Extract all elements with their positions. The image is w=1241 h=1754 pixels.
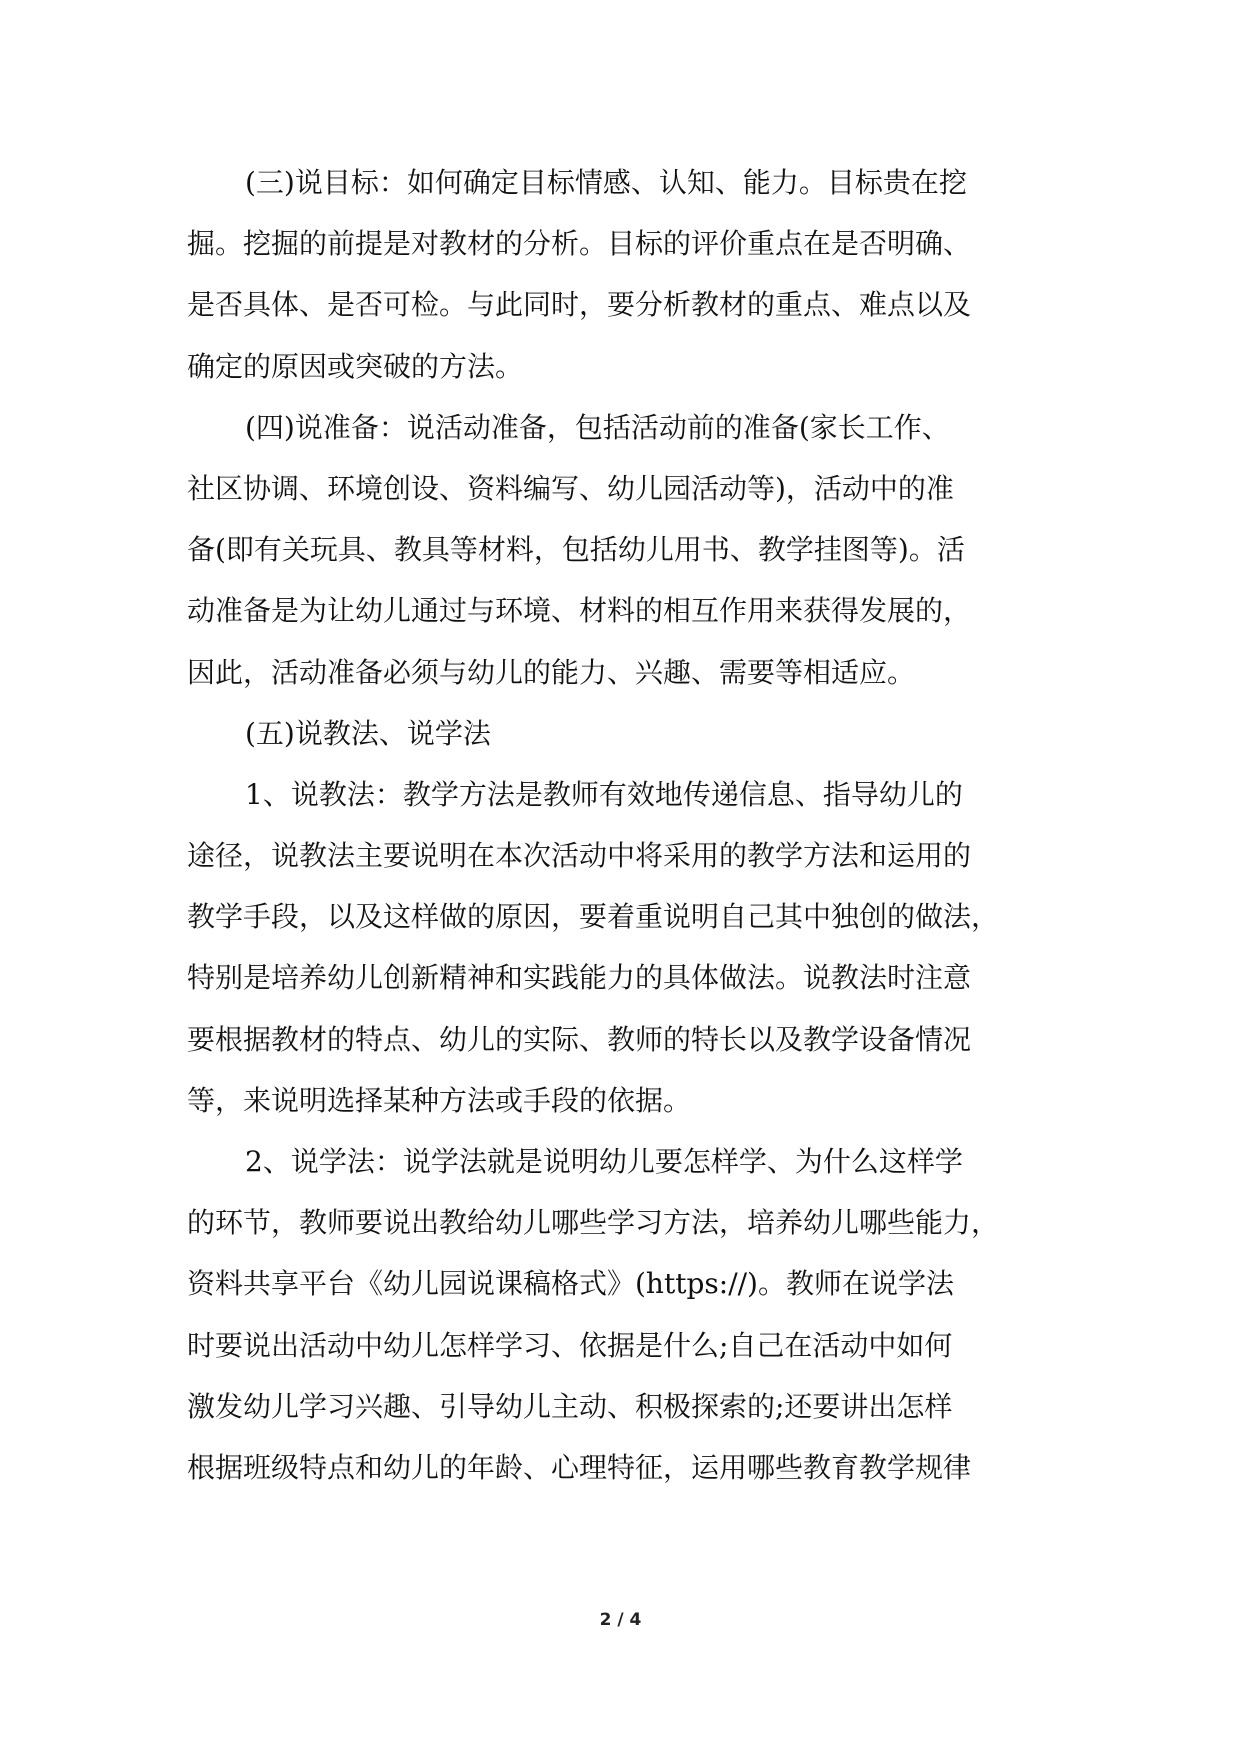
paragraph-learning-method-line: 时要说出活动中幼儿怎样学习、依据是什么;自己在活动中如何 — [187, 1328, 953, 1362]
paragraph-learning-method-line: 2、说学法：说学法就是说明幼儿要怎样学、为什么这样学 — [245, 1145, 963, 1178]
paragraph-objectives-line: 掘。挖掘的前提是对教材的分析。目标的评价重点在是否明确、 — [187, 227, 972, 261]
paragraph-preparation-line: 因此，活动准备必须与幼儿的能力、兴趣、需要等相适应。 — [187, 655, 916, 689]
paragraph-learning-method-line: 激发幼儿学习兴趣、引导幼儿主动、积极探索的;还要讲出怎样 — [187, 1389, 953, 1423]
paragraph-teaching-method-line: 特别是培养幼儿创新精神和实践能力的具体做法。说教法时注意 — [187, 961, 972, 995]
paragraph-teaching-method-line: 等，来说明选择某种方法或手段的依据。 — [187, 1083, 692, 1117]
paragraph-preparation-line: 动准备是为让幼儿通过与环境、材料的相互作用来获得发展的， — [187, 594, 972, 628]
paragraph-teaching-method-line: 途径，说教法主要说明在本次活动中将采用的教学方法和运用的 — [187, 839, 972, 873]
paragraph-preparation-line: 社区协调、环境创设、资料编写、幼儿园活动等)，活动中的准 — [187, 471, 954, 505]
paragraph-preparation-line: 备(即有关玩具、教具等材料，包括幼儿用书、教学挂图等)。活 — [187, 533, 965, 567]
paragraph-objectives-line: 是否具体、是否可检。与此同时，要分析教材的重点、难点以及 — [187, 288, 972, 322]
section-heading-methods: (五)说教法、说学法 — [245, 716, 491, 750]
document-body — [187, 152, 1067, 1498]
paragraph-preparation-line: (四)说准备：说活动准备，包括活动前的准备(家长工作、 — [245, 410, 950, 444]
paragraph-teaching-method-line: 1、说教法：教学方法是教师有效地传递信息、指导幼儿的 — [245, 777, 963, 811]
paragraph-learning-method-line: 资料共享平台《幼儿园说课稿格式》(https://)。教师在说学法 — [187, 1267, 954, 1301]
paragraph-teaching-method-line: 要根据教材的特点、幼儿的实际、教师的特长以及教学设备情况 — [187, 1022, 972, 1056]
paragraph-learning-method-line: 的环节，教师要说出教给幼儿哪些学习方法，培养幼儿哪些能力， — [187, 1206, 1000, 1240]
paragraph-learning-method-line: 根据班级特点和幼儿的年龄、心理特征，运用哪些教育教学规律 — [187, 1450, 972, 1484]
page-number: 2 / 4 — [599, 1610, 642, 1630]
paragraph-teaching-method-line: 教学手段，以及这样做的原因，要着重说明自己其中独创的做法， — [187, 900, 1000, 934]
paragraph-objectives-line: 确定的原因或突破的方法。 — [187, 349, 524, 383]
paragraph-objectives-line: (三)说目标：如何确定目标情感、认知、能力。目标贵在挖 — [245, 166, 967, 199]
